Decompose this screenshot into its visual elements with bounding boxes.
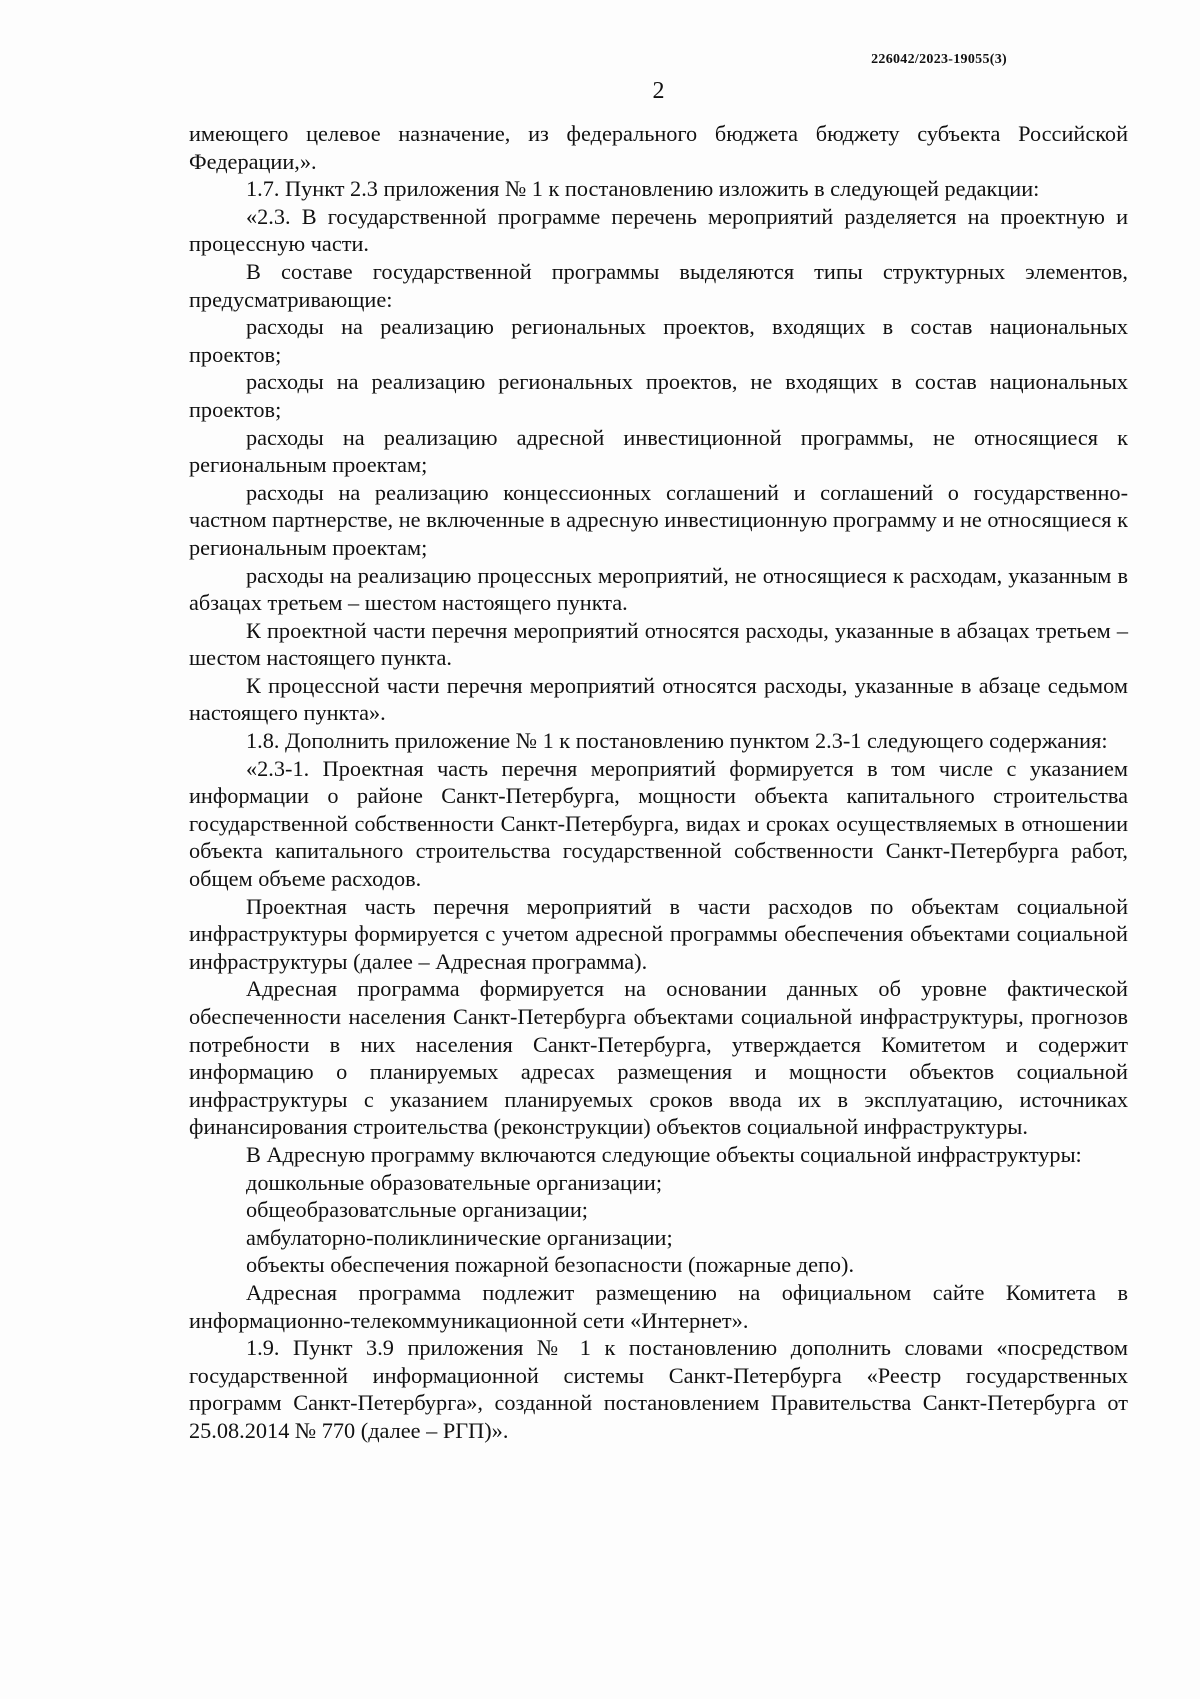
paragraph: 1.7. Пункт 2.3 приложения № 1 к постановлению изложить в следующей редакции:	[246, 176, 1040, 202]
page-number: 2	[652, 78, 665, 104]
list-item: дошкольные образовательные организации;	[246, 1169, 663, 1195]
paragraph: имеющего целевое назначение, из федерального бюджета бюджету субъекта Российской Федерации,».	[189, 121, 1128, 174]
paragraph: В Адресную программу включаются следующие объекты социальной инфраструктуры:	[246, 1141, 1082, 1167]
paragraph: 1.8. Дополнить приложение № 1 к постановлению пунктом 2.3-1 следующего содержания:	[246, 728, 1108, 754]
paragraph: Адресная программа подлежит размещению на официальном сайте Комитета в информационно-телекоммуникационной сети «Интернет».	[189, 1279, 1128, 1333]
document-number: 226042/2023-19055(3)	[871, 52, 1007, 67]
paragraph: К проектной части перечня мероприятий относятся расходы, указанные в абзацах третьем – шестом настоящего пункта.	[189, 617, 1128, 671]
list-item: общеобразоватсльные организации;	[246, 1197, 588, 1223]
document-body	[189, 120, 1128, 1445]
paragraph: 1.9. Пункт 3.9 приложения № 1 к постановлению дополнить словами «посредством государственной информационной системы Санкт-Петербурга «Реестр государственных программ Санкт-Петербурга», созданной постановлением Правительства Санкт-Петербурга от 25.08.2014 № 770 (далее – РГП)».	[189, 1335, 1128, 1443]
paragraph: В составе государственной программы выделяются типы структурных элементов, предусматривающие:	[189, 258, 1128, 312]
paragraph: «2.3-1. Проектная часть перечня мероприятий формируется в том числе с указанием информации о районе Санкт-Петербурга, мощности объекта капитального строительства государственной собственности Санкт-Петербурга, видах и сроках осуществляемых в отношении объекта капитального строительства государственной собственности Санкт-Петербурга работ, общем объеме расходов.	[189, 755, 1128, 892]
paragraph: расходы на реализацию региональных проектов, не входящих в состав национальных проектов;	[189, 369, 1128, 422]
paragraph: Проектная часть перечня мероприятий в части расходов по объектам социальной инфраструктуры формируется с учетом адресной программы обеспечения объектами социальной инфраструктуры (далее – Адресная программа).	[189, 893, 1128, 974]
list-item: объекты обеспечения пожарной безопасности (пожарные депо).	[246, 1252, 855, 1278]
paragraph: расходы на реализацию адресной инвестиционной программы, не относящиеся к региональным проектам;	[189, 424, 1128, 478]
paragraph: Адресная программа формируется на основании данных об уровне фактической обеспеченности населения Санкт-Петербурга объектами социальной инфраструктуры, прогнозов потребности в них населения Санкт-Петербурга, утверждается Комитетом и содержит информацию о планируемых адресах размещения и мощности объектов социальной инфраструктуры с указанием планируемых сроков ввода их в эксплуатацию, источниках финансирования строительства (реконструкции) объектов социальной инфраструктуры.	[189, 976, 1128, 1140]
paragraph: расходы на реализацию региональных проектов, входящих в состав национальных проектов;	[189, 314, 1128, 367]
list-item: амбулаторно-поликлинические организации;	[246, 1224, 673, 1250]
paragraph: «2.3. В государственной программе перечень мероприятий разделяется на проектную и процессную части.	[189, 203, 1128, 257]
paragraph: К процессной части перечня мероприятий относятся расходы, указанные в абзаце седьмом настоящего пункта».	[189, 672, 1128, 726]
paragraph: расходы на реализацию процессных мероприятий, не относящиеся к расходам, указанным в абзацах третьем – шестом настоящего пункта.	[189, 562, 1128, 616]
paragraph: расходы на реализацию концессионных соглашений и соглашений о государственно-частном партнерстве, не включенные в адресную инвестиционную программу и не относящиеся к региональным проектам;	[189, 479, 1128, 560]
